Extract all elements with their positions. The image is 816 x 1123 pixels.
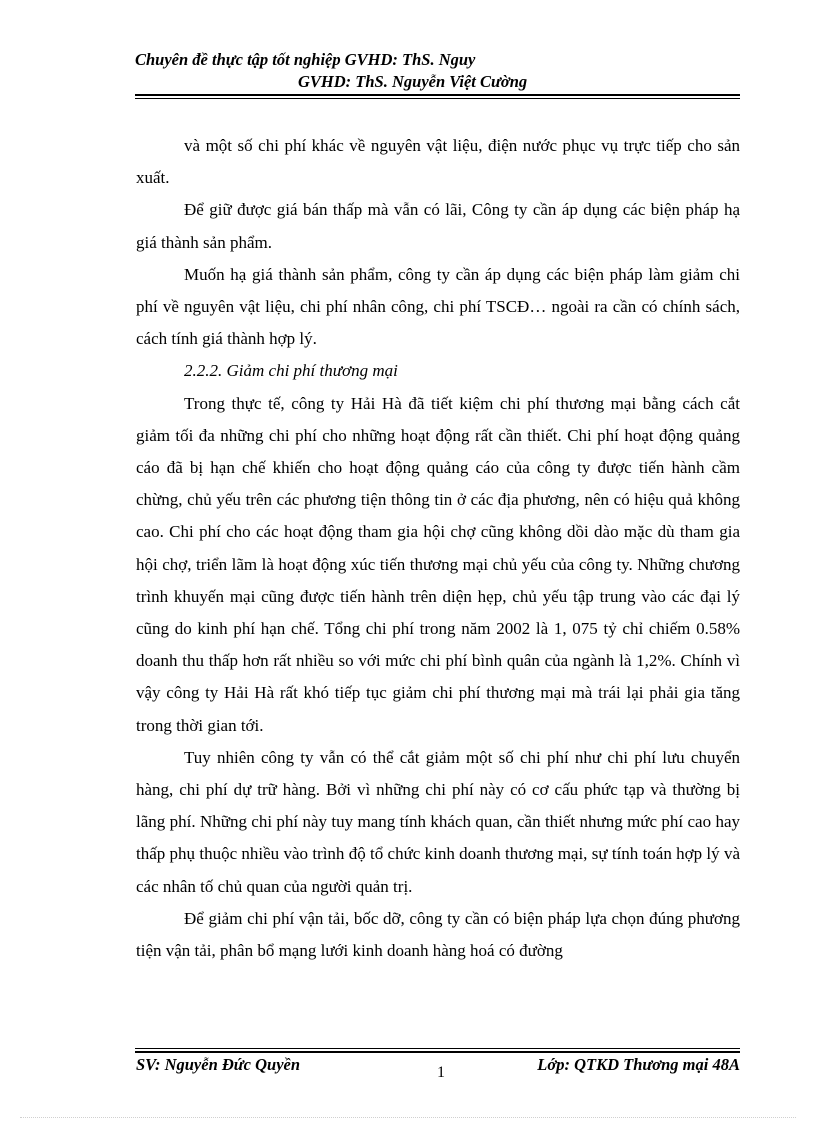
section-heading: 2.2.2. Giảm chi phí thương mại [184, 361, 398, 381]
paragraph-3: Muốn hạ giá thành sản phẩm, công ty cần áp dụng các biện pháp làm giảm chi phí về nguyên vật liệu, chi phí nhân công, chi phí TSCĐ… ngoài ra cần có chính sách, cách tính giá thành hợp lý. [136, 264, 740, 349]
page-number: 1 [437, 1064, 445, 1081]
page-bottom-border [20, 1117, 796, 1118]
header-rule-thin [135, 98, 740, 99]
paragraph-4: Trong thực tế, công ty Hải Hà đã tiết kiệm chi phí thương mại bằng cách cắt giảm tối đa những chi phí cho những hoạt động rất cần thiết. Chi phí hoạt động quảng cáo đã bị hạn chế khiến cho hoạt động quảng cáo của công ty được tiến hành cầm chừng, chủ yếu trên các phương tiện thông tin ở các địa phương, nên có hiệu quả không cao. Chi phí cho các hoạt động tham gia hội chợ cũng không dồi dào mặc dù tham gia hội chợ, triển lãm là hoạt động xúc tiến thương mại chủ yếu của công ty. Những chương trình khuyến mại cũng được tiến hành trên diện hẹp, chủ yếu tập trung vào các đại lý cũng do kinh phí hạn chế. Tổng chi phí trong năm 2002 là 1, 075 tỷ chỉ chiếm 0.58% doanh thu thấp hơn rất nhiều so với mức chi phí bình quân của ngành là 1,2%. Chính vì vậy công ty Hải Hà rất khó tiếp tục giảm chi phí thương mại mà trái lại phải gia tăng trong thời gian tới. [136, 393, 740, 735]
header-supervisor-line: GVHD: ThS. Nguyễn Việt Cường [298, 72, 528, 91]
paragraph-6: Để giảm chi phí vận tải, bốc dỡ, công ty cần có biện pháp lựa chọn đúng phương tiện vận tải, phân bổ mạng lưới kinh doanh hàng hoá có đường [136, 908, 740, 961]
header-rule-thick [135, 94, 740, 96]
header-title-line1: Chuyên đề thực tập tốt nghiệp GVHD: ThS. Nguy [135, 50, 476, 69]
document-body [136, 130, 740, 967]
footer-rule-thin [135, 1048, 740, 1049]
paragraph-5: Tuy nhiên công ty vẫn có thể cắt giảm một số chi phí như chi phí lưu chuyển hàng, chi phí dự trữ hàng. Bởi vì những chi phí này có cơ cấu phức tạp và thường bị lãng phí. Những chi phí này tuy mang tính khách quan, cần thiết nhưng mức phí cao hay thấp phụ thuộc nhiều vào trình độ tổ chức kinh doanh thương mại, sự tính toán hợp lý và các nhân tố chủ quan của người quản trị. [136, 747, 740, 896]
footer-student-name: SV: Nguyễn Đức Quyền [136, 1055, 301, 1074]
paragraph-1: và một số chi phí khác về nguyên vật liệu, điện nước phục vụ trực tiếp cho sản xuất. [136, 136, 740, 188]
paragraph-2: Để giữ được giá bán thấp mà vẫn có lãi, Công ty cần áp dụng các biện pháp hạ giá thành sản phẩm. [136, 200, 740, 252]
footer-class: Lớp: QTKD Thương mại 48A [537, 1055, 740, 1074]
footer-rule-thick [135, 1051, 740, 1053]
